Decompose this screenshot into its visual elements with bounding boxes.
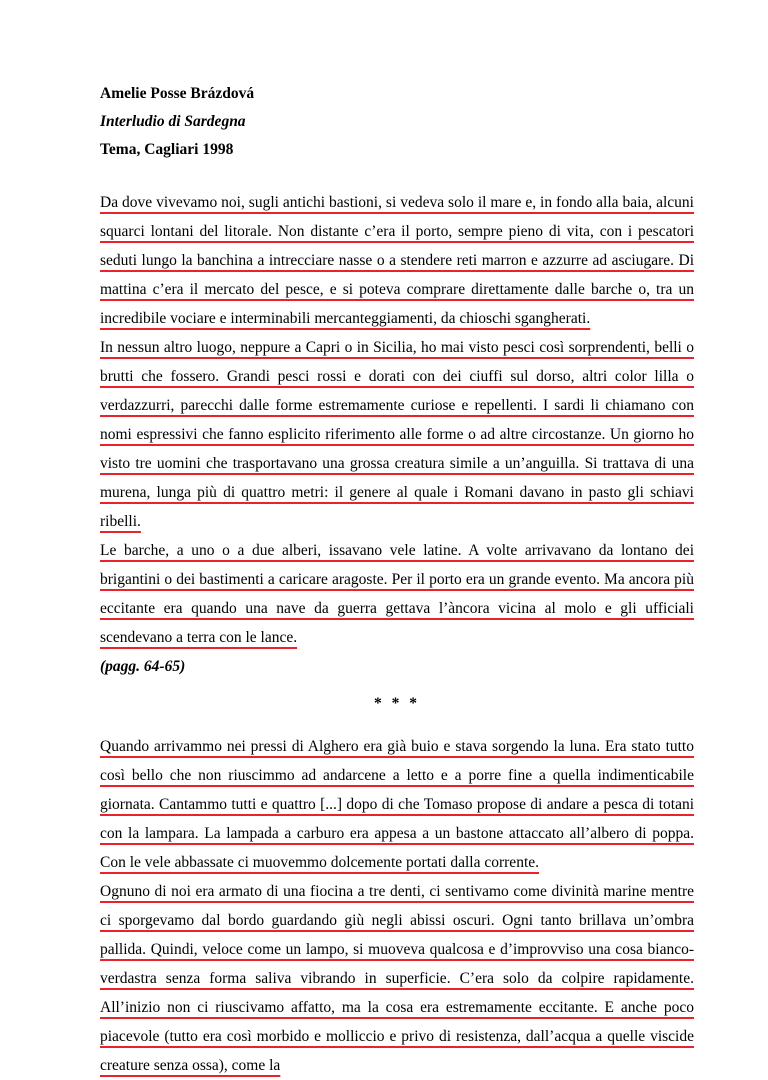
section-separator: * * * <box>374 695 420 712</box>
paragraph <box>100 333 694 536</box>
paragraph-text: Da dove vivevamo noi, sugli antichi bastioni, si vedeva solo il mare e, in fondo alla baia, alcuni squarci lontani del litorale. Non distante c’era il porto, sempre pieno di vita, con i pescatori seduti lungo la banchina a intrecciare nasse o a stendere reti marron e azzurre ad asciugare. Di mattina c’era il mercato del pesce, e si poteva comprare direttamente dalle barche o, tra un incredibile vociare e interminabili mercanteggiamenti, da chioschi sgangherati. <box>100 194 694 327</box>
paragraph-text: Le barche, a uno o a due alberi, issavano vele latine. A volte arrivavano da lontano dei brigantini o dei bastimenti a caricare aragoste. Per il porto era un grande evento. Ma ancora più eccitante era quando una nave da guerra gettava l’àncora vicina al molo e gli ufficiali scendevano a terra con le lance. <box>100 542 694 646</box>
paragraph <box>100 732 694 877</box>
paragraph <box>100 877 694 1080</box>
paragraph <box>100 188 694 333</box>
paragraph-text: Quando arrivammo nei pressi di Alghero era già buio e stava sorgendo la luna. Era stato tutto così bello che non riuscimmo ad andarcene a letto e a porre fine a quella indimenticabile giornata. Cantammo tutti e quattro [...] dopo di che Tomaso propose di andare a pesca di totani con la lampara. La lampada a carburo era appesa a un bastone attaccato all’albero di poppa. Con le vele abbassate ci muovemmo dolcemente portati dalla corrente. <box>100 738 694 871</box>
document-page <box>100 82 694 1080</box>
book-title: Interludio di Sardegna <box>100 113 246 130</box>
paragraph-text: In nessun altro luogo, neppure a Capri o in Sicilia, ho mai visto pesci così sorprendenti, belli o brutti che fossero. Grandi pesci rossi e dorati con dei ciuffi sul dorso, altri color lilla o verdazzurri, parecchi dalle forme estremamente curiose e repellenti. I sardi li chiamano con nomi espressivi che fanno esplicito riferimento alle forme o ad altre circostanze. Un giorno ho visto tre uomini che trasportavano una grossa creatura simile a un’anguilla. Si trattava di una murena, lunga più di quattro metri: il genere al quale i Romani davano in pasto gli schiavi ribelli. <box>100 339 694 530</box>
page-citation: (pagg. 64-65) <box>100 658 186 675</box>
publication-info: Tema, Cagliari 1998 <box>100 141 234 158</box>
paragraph-text: Ognuno di noi era armato di una fiocina a tre denti, ci sentivamo come divinità marine mentre ci sporgevamo dal bordo guardando giù negli abissi oscuri. Ogni tanto brillava un’ombra pallida. Quindi, veloce come un lampo, si muoveva qualcosa e d’improvviso una cosa bianco-verdastra senza forma saliva vibrando in superficie. C’era solo da colpire rapidamente. All’inizio non ci riuscivamo affatto, ma la cosa era estremamente eccitante. E anche poco piacevole (tutto era così morbido e molliccio e privo di resistenza, dall’acqua a quelle viscide creature senza ossa), come la <box>100 883 694 1074</box>
paragraph <box>100 536 694 652</box>
author-name: Amelie Posse Brázdová <box>100 85 255 102</box>
